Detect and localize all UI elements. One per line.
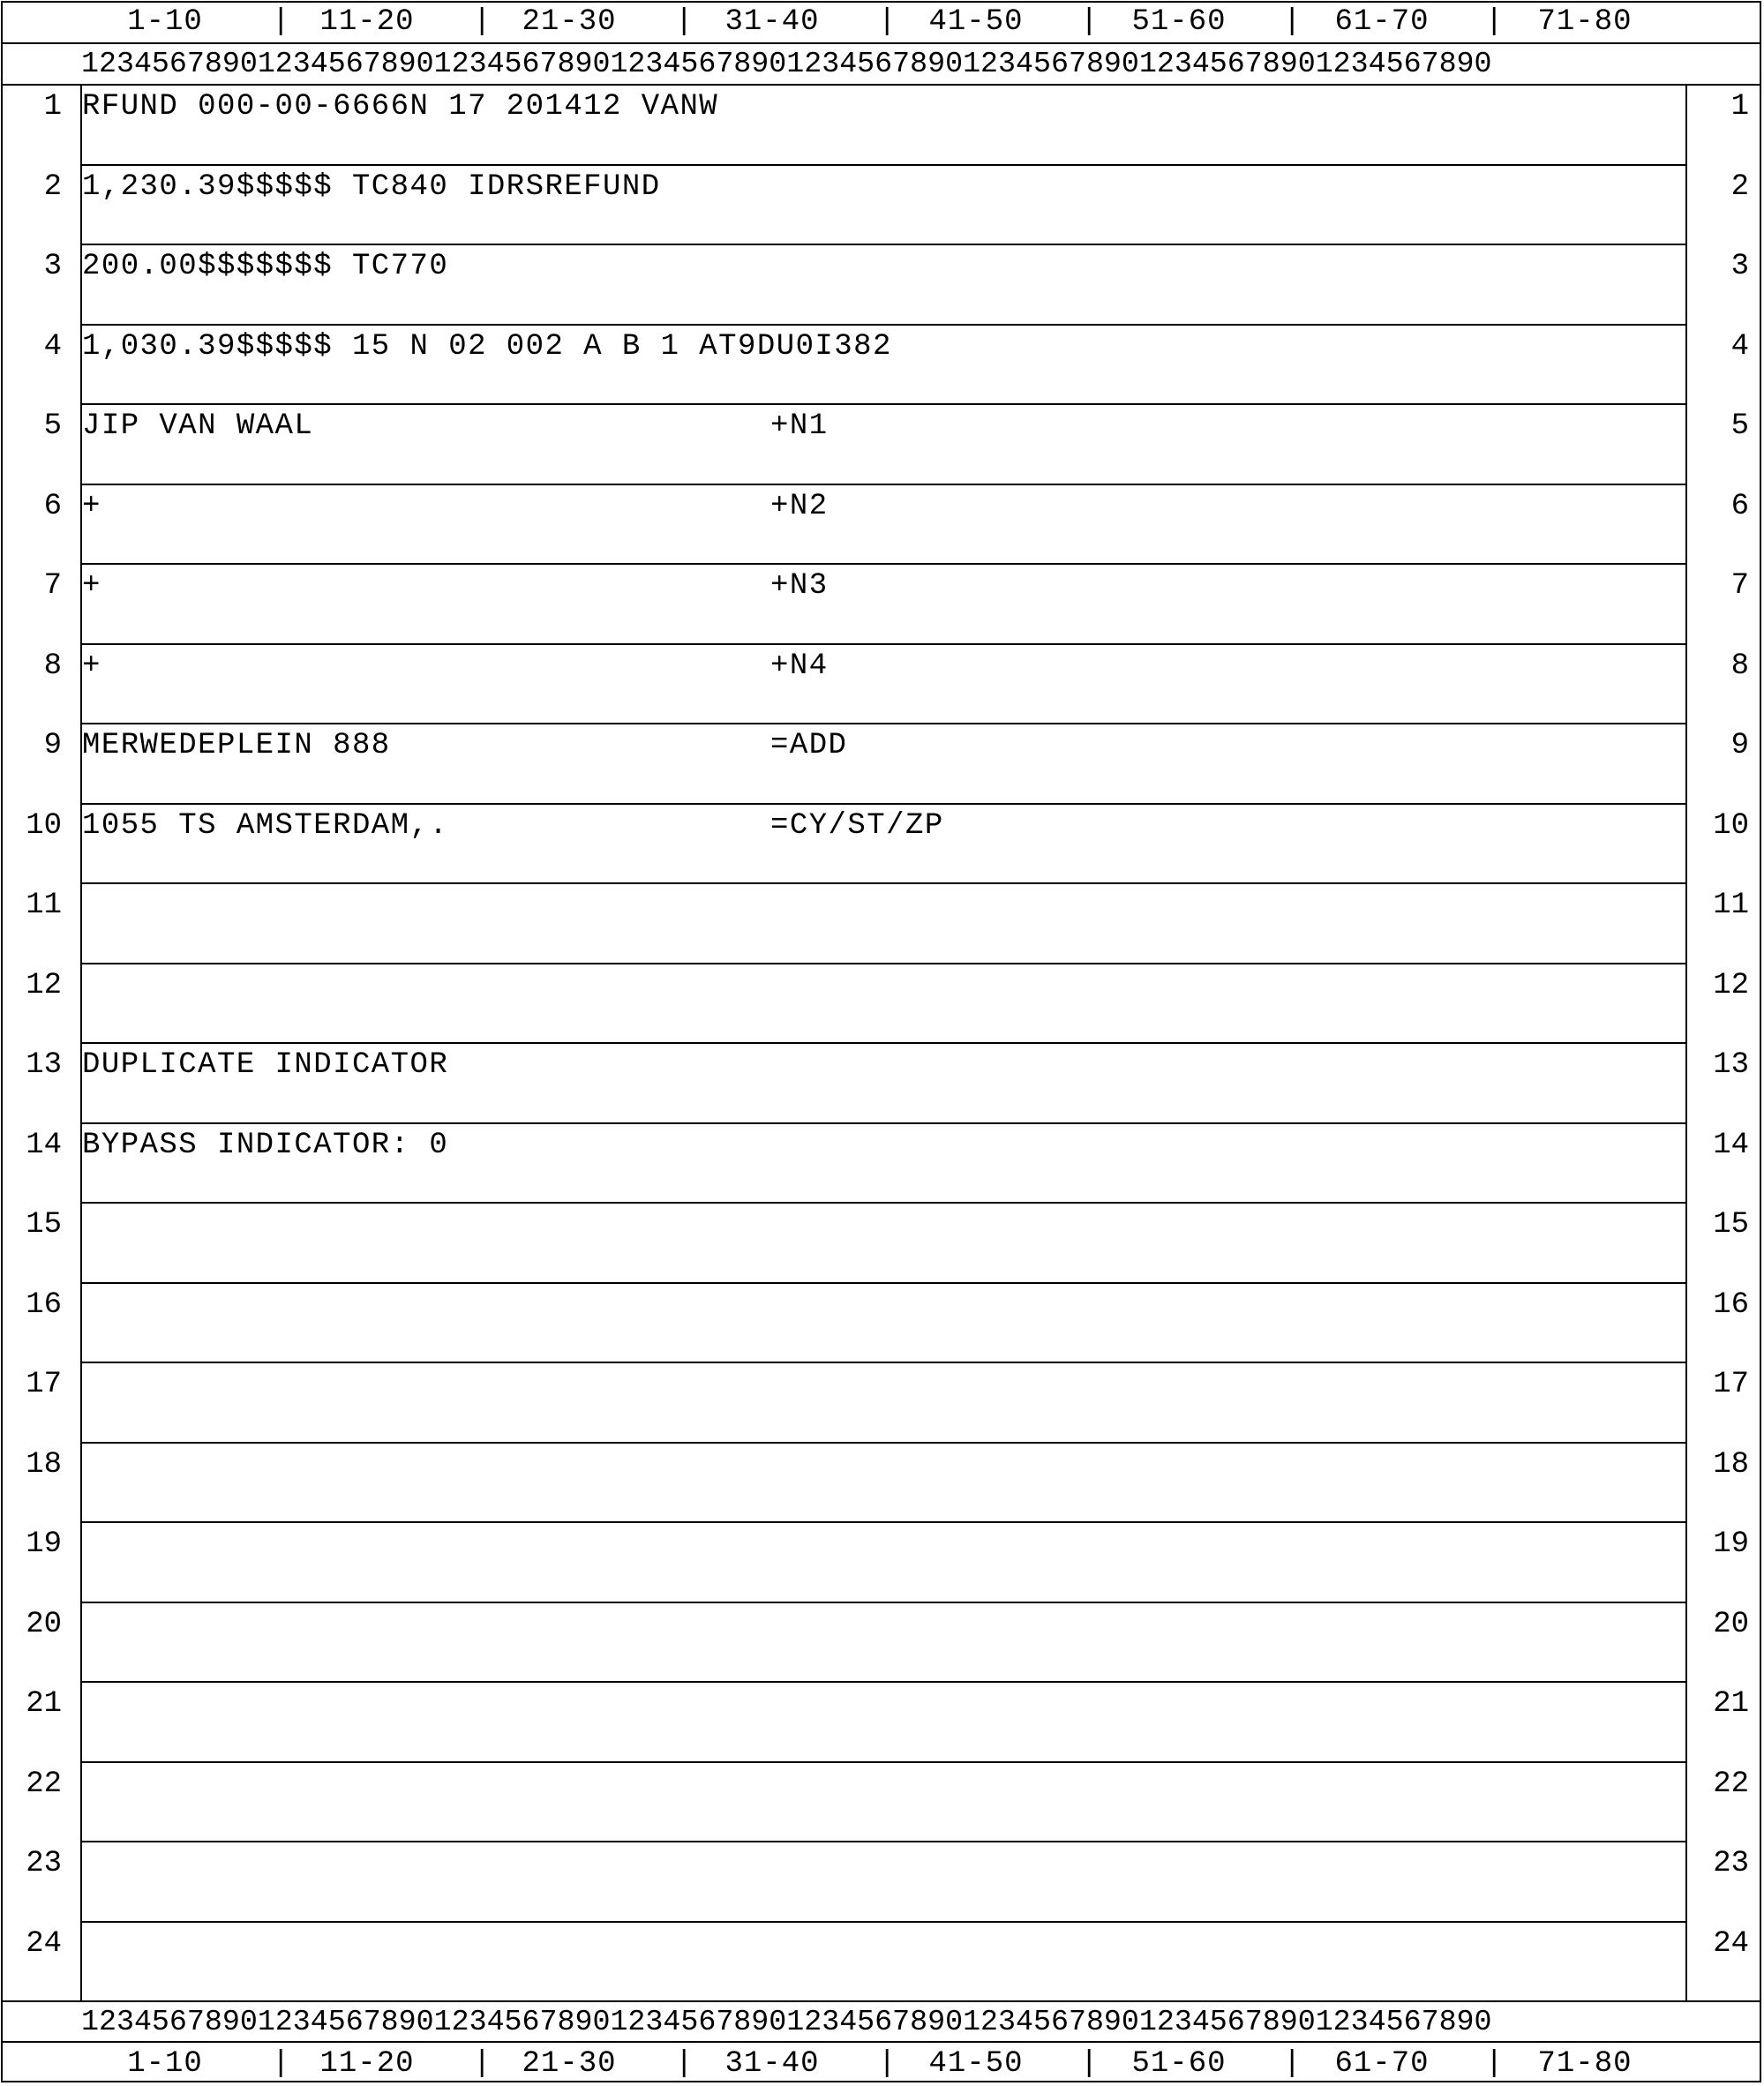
row-divider (80, 1362, 1687, 1363)
row-number-left: 21 (26, 1687, 62, 1721)
bottom-digit-divider-top (1, 2000, 1761, 2002)
row-field-text[interactable]: BYPASS INDICATOR: 0 (82, 1128, 449, 1162)
row-field-tag: +N3 (770, 569, 829, 603)
bottom-range-separator: | (1485, 2047, 1504, 2081)
top-range-label: 51-60 (1131, 5, 1227, 39)
row-field-text[interactable]: 1055 TS AMSTERDAM,. (82, 808, 449, 843)
row-number-left: 6 (43, 489, 62, 523)
bottom-range-label: 71-80 (1537, 2047, 1633, 2081)
row-number-left: 19 (26, 1527, 62, 1561)
row-number-right: 5 (1730, 409, 1749, 443)
row-number-right: 20 (1713, 1607, 1749, 1641)
row-field-text[interactable]: + (82, 649, 101, 683)
row-number-right: 2 (1730, 169, 1749, 204)
row-number-left: 1 (43, 90, 62, 124)
top-range-separator: | (1080, 5, 1099, 39)
row-number-right: 11 (1713, 889, 1749, 922)
bottom-ruler-divider (1, 2041, 1761, 2043)
row-field-text[interactable]: 1,230.39$$$$$ TC840 IDRSREFUND (82, 169, 661, 204)
row-number-left: 7 (43, 569, 62, 603)
row-divider (80, 882, 1687, 884)
row-divider (80, 1282, 1687, 1284)
row-number-left: 24 (26, 1926, 62, 1961)
row-number-right: 10 (1713, 808, 1749, 843)
row-number-left: 2 (43, 169, 62, 204)
row-number-right: 8 (1730, 649, 1749, 683)
row-divider (80, 1442, 1687, 1444)
row-number-right: 7 (1730, 569, 1749, 603)
row-number-right: 14 (1713, 1128, 1749, 1162)
bottom-range-separator: | (675, 2047, 694, 2081)
row-number-left: 5 (43, 409, 62, 443)
row-divider (80, 1841, 1687, 1842)
row-number-left: 14 (26, 1128, 62, 1162)
row-field-text[interactable]: MERWEDEPLEIN 888 (82, 729, 391, 762)
row-divider (80, 484, 1687, 485)
row-number-left: 3 (43, 250, 62, 283)
row-field-text[interactable]: + (82, 569, 101, 603)
row-field-tag: +N1 (770, 409, 829, 443)
bottom-range-label: 61-70 (1334, 2047, 1430, 2081)
top-range-label: 1-10 (127, 5, 203, 39)
row-number-right: 19 (1713, 1527, 1749, 1561)
bottom-range-separator: | (1080, 2047, 1099, 2081)
top-range-label: 21-30 (522, 5, 617, 39)
top-digit-ruler: 12345678901234567890123456789012345678901234567890123456789012345678901234567890 (81, 47, 1492, 80)
top-range-separator: | (1485, 5, 1504, 39)
row-field-text[interactable]: 200.00$$$$$$$ TC770 (82, 250, 449, 283)
row-field-tag: =CY/ST/ZP (770, 808, 944, 843)
row-number-left: 23 (26, 1847, 62, 1880)
row-number-right: 4 (1730, 329, 1749, 364)
row-number-right: 6 (1730, 489, 1749, 523)
row-number-left: 17 (26, 1368, 62, 1401)
row-divider (80, 244, 1687, 245)
row-number-left: 9 (43, 729, 62, 762)
row-field-tag: =ADD (770, 729, 848, 762)
row-number-left: 20 (26, 1607, 62, 1641)
bottom-digit-ruler: 12345678901234567890123456789012345678901234567890123456789012345678901234567890 (81, 2005, 1492, 2038)
row-number-left: 11 (26, 889, 62, 922)
row-number-right: 23 (1713, 1847, 1749, 1880)
row-divider (80, 403, 1687, 405)
bottom-range-label: 51-60 (1131, 2047, 1227, 2081)
top-range-separator: | (272, 5, 290, 39)
top-range-separator: | (473, 5, 492, 39)
row-number-right: 13 (1713, 1048, 1749, 1082)
row-divider (80, 963, 1687, 964)
bottom-range-separator: | (878, 2047, 897, 2081)
row-number-right: 17 (1713, 1368, 1749, 1401)
row-number-left: 4 (43, 329, 62, 364)
row-divider (80, 643, 1687, 645)
row-divider (80, 723, 1687, 724)
row-field-text[interactable]: JIP VAN WAAL (82, 409, 314, 443)
row-number-left: 15 (26, 1208, 62, 1242)
row-number-right: 12 (1713, 968, 1749, 1002)
top-digit-divider (1, 84, 1761, 86)
bottom-range-separator: | (473, 2047, 492, 2081)
top-ruler-divider (1, 42, 1761, 44)
row-number-right: 18 (1713, 1447, 1749, 1482)
row-divider (80, 803, 1687, 805)
bottom-range-label: 1-10 (127, 2047, 203, 2081)
row-number-left: 12 (26, 968, 62, 1002)
row-divider (80, 1921, 1687, 1923)
row-divider (80, 1521, 1687, 1523)
row-number-left: 16 (26, 1287, 62, 1322)
row-number-left: 18 (26, 1447, 62, 1482)
top-range-label: 31-40 (724, 5, 820, 39)
top-range-separator: | (675, 5, 694, 39)
top-range-separator: | (1283, 5, 1302, 39)
row-divider (80, 324, 1687, 326)
row-field-text[interactable]: 1,030.39$$$$$ 15 N 02 002 A B 1 AT9DU0I382 (82, 329, 892, 364)
row-number-left: 22 (26, 1767, 62, 1801)
top-range-label: 71-80 (1537, 5, 1633, 39)
top-range-label: 11-20 (319, 5, 415, 39)
bottom-range-label: 31-40 (724, 2047, 820, 2081)
row-number-right: 9 (1730, 729, 1749, 762)
row-divider (80, 164, 1687, 166)
row-number-right: 24 (1713, 1926, 1749, 1961)
top-range-label: 41-50 (928, 5, 1024, 39)
row-divider (80, 1202, 1687, 1204)
row-number-right: 22 (1713, 1767, 1749, 1801)
row-number-right: 3 (1730, 250, 1749, 283)
row-field-text[interactable]: + (82, 489, 101, 523)
top-range-label: 61-70 (1334, 5, 1430, 39)
bottom-range-label: 21-30 (522, 2047, 617, 2081)
bottom-range-label: 41-50 (928, 2047, 1024, 2081)
row-divider (80, 1761, 1687, 1763)
row-number-right: 16 (1713, 1287, 1749, 1322)
row-number-right: 21 (1713, 1687, 1749, 1721)
row-number-left: 13 (26, 1048, 62, 1082)
row-field-tag: +N2 (770, 489, 829, 523)
row-divider (80, 1122, 1687, 1124)
row-divider (80, 1602, 1687, 1603)
row-field-tag: +N4 (770, 649, 829, 683)
row-number-right: 1 (1730, 90, 1749, 124)
row-divider (80, 1042, 1687, 1044)
row-divider (80, 1681, 1687, 1683)
row-field-text[interactable]: DUPLICATE INDICATOR (82, 1048, 449, 1082)
row-field-text[interactable]: RFUND 000-00-6666N 17 201412 VANW (82, 90, 719, 124)
row-number-right: 15 (1713, 1208, 1749, 1242)
row-number-left: 10 (26, 808, 62, 843)
bottom-range-separator: | (272, 2047, 290, 2081)
row-number-left: 8 (43, 649, 62, 683)
bottom-range-separator: | (1283, 2047, 1302, 2081)
bottom-range-label: 11-20 (319, 2047, 415, 2081)
row-divider (80, 563, 1687, 565)
top-range-separator: | (878, 5, 897, 39)
